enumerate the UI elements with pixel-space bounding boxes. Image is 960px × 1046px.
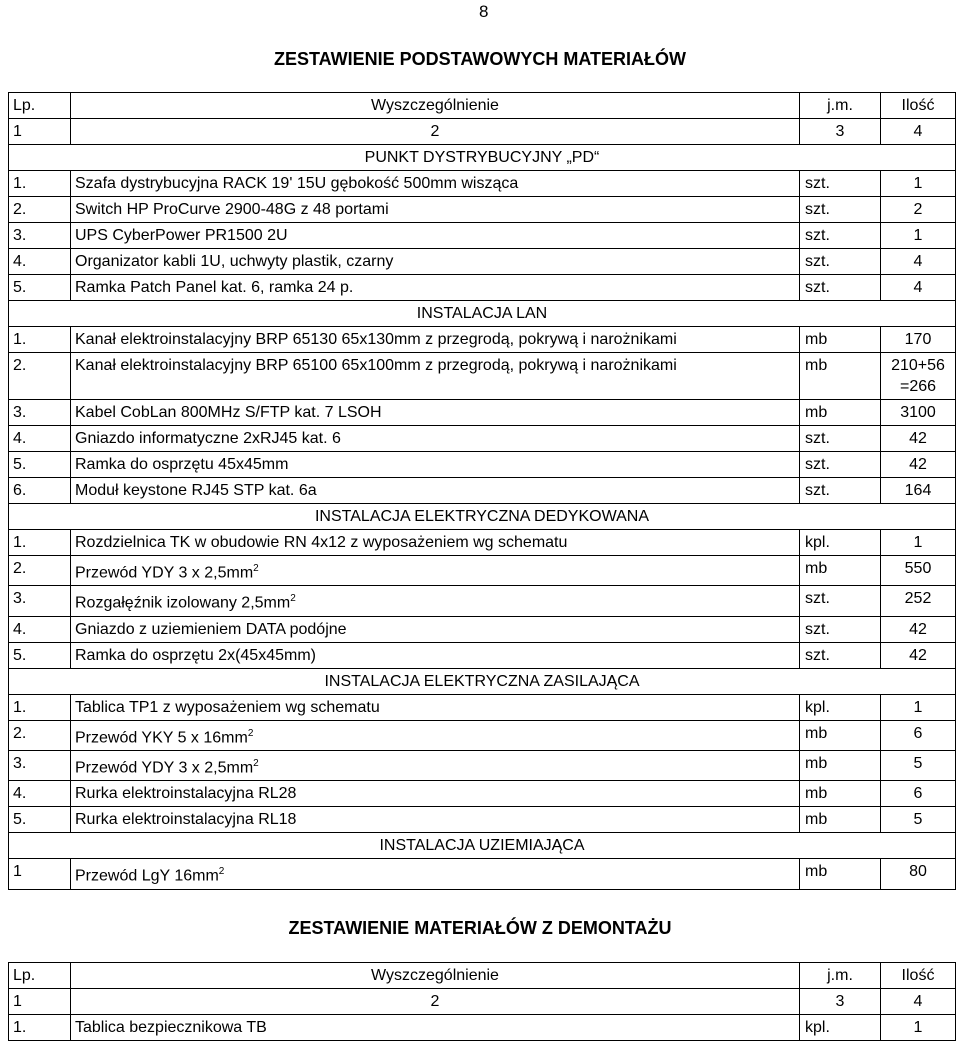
item-description xyxy=(71,642,800,668)
item-description-text: Ramka Patch Panel kat. 6, ramka 24 p. xyxy=(75,279,354,296)
item-description-text: Switch HP ProCurve 2900-48G z 48 portami xyxy=(75,201,389,218)
item-description-text: Ramka do osprzętu 2x(45x45mm) xyxy=(75,646,316,664)
item-description-text: Przewód YDY 3 x 2,5mm xyxy=(75,564,254,582)
item-quantity: 4 xyxy=(881,249,956,275)
item-number: 1 xyxy=(9,859,71,889)
item-unit: szt. xyxy=(800,249,881,275)
header-lp: Lp. xyxy=(9,963,71,989)
item-quantity: 170 xyxy=(881,327,956,353)
item-description-text: Tablica bezpiecznikowa TB xyxy=(75,1019,267,1036)
item-description-text: Rurka elektroinstalacyjna RL28 xyxy=(75,785,297,803)
superscript-exponent: 2 xyxy=(253,563,259,574)
item-unit: szt. xyxy=(800,452,881,478)
item-quantity: 1 xyxy=(881,694,956,720)
table-row xyxy=(9,223,956,249)
item-quantity: 6 xyxy=(881,781,956,807)
item-unit: szt. xyxy=(800,223,881,249)
table-row xyxy=(9,530,956,556)
table-row xyxy=(9,642,956,668)
table-row xyxy=(9,556,956,586)
superscript-exponent: 2 xyxy=(218,866,225,878)
item-quantity: 42 xyxy=(881,616,956,642)
item-description xyxy=(71,249,800,275)
header-description: Wyszczególnienie xyxy=(71,93,800,119)
section-row xyxy=(9,301,956,327)
column-number-row xyxy=(9,989,956,1015)
item-description-text: Rozgałęźnik izolowany 2,5mm xyxy=(75,594,291,612)
item-number: 4. xyxy=(9,249,71,275)
item-description-text: Szafa dystrybucyjna RACK 19' 15U gębokość 500mm wisząca xyxy=(75,175,519,192)
item-quantity: 4 xyxy=(881,275,956,301)
item-unit: szt. xyxy=(800,642,881,668)
item-number: 2. xyxy=(9,353,71,400)
item-description xyxy=(71,750,800,780)
column-number: 4 xyxy=(881,119,956,145)
item-description xyxy=(71,1015,800,1041)
table-row xyxy=(9,275,956,301)
item-description-text: Przewód YKY 5 x 16mm xyxy=(75,728,248,746)
item-description xyxy=(71,859,800,889)
section-title: INSTALACJA LAN xyxy=(9,301,956,327)
item-number: 1. xyxy=(9,1015,71,1041)
table-row xyxy=(9,694,956,720)
item-description-text: Gniazdo informatyczne 2xRJ45 kat. 6 xyxy=(75,430,341,447)
item-description-text: Kanał elektroinstalacyjny BRP 65100 65x100mm z przegrodą, pokrywą i narożnikami xyxy=(75,357,677,374)
table-row xyxy=(9,859,956,889)
item-description xyxy=(71,807,800,833)
item-number: 2. xyxy=(9,556,71,586)
item-number: 5. xyxy=(9,807,71,833)
column-number: 1 xyxy=(9,989,71,1015)
item-number: 2. xyxy=(9,197,71,223)
item-quantity: 5 xyxy=(881,807,956,833)
item-unit: szt. xyxy=(800,171,881,197)
item-unit: mb xyxy=(800,400,881,426)
header-quantity: Ilość xyxy=(881,963,956,989)
item-description xyxy=(71,720,800,750)
table-row xyxy=(9,400,956,426)
header-row xyxy=(9,93,956,119)
table-row xyxy=(9,452,956,478)
item-quantity: 550 xyxy=(881,556,956,586)
item-number: 5. xyxy=(9,452,71,478)
item-description xyxy=(71,275,800,301)
item-quantity: 1 xyxy=(881,530,956,556)
item-quantity: 5 xyxy=(881,750,956,780)
item-quantity: 1 xyxy=(881,1015,956,1041)
item-description xyxy=(71,586,800,616)
item-number: 1. xyxy=(9,327,71,353)
header-quantity: Ilość xyxy=(881,93,956,119)
item-description-text: Gniazdo z uziemieniem DATA podójne xyxy=(75,620,347,638)
section-row xyxy=(9,668,956,694)
item-description xyxy=(71,327,800,353)
item-number: 4. xyxy=(9,616,71,642)
section-title: PUNKT DYSTRYBUCYJNY „PD“ xyxy=(9,145,956,171)
item-number: 3. xyxy=(9,586,71,616)
item-quantity: 6 xyxy=(881,720,956,750)
item-number: 1. xyxy=(9,530,71,556)
item-quantity: 3100 xyxy=(881,400,956,426)
item-description xyxy=(71,426,800,452)
header-row xyxy=(9,963,956,989)
table-row xyxy=(9,586,956,616)
column-number-row xyxy=(9,119,956,145)
item-unit: mb xyxy=(800,750,881,780)
item-unit: mb xyxy=(800,859,881,889)
item-unit: mb xyxy=(800,327,881,353)
header-lp: Lp. xyxy=(9,93,71,119)
item-number: 6. xyxy=(9,478,71,504)
table-row xyxy=(9,616,956,642)
item-quantity: 1 xyxy=(881,223,956,249)
superscript-exponent: 2 xyxy=(247,727,254,739)
item-number: 5. xyxy=(9,275,71,301)
table-row xyxy=(9,249,956,275)
page-number: 8 xyxy=(479,2,489,21)
item-quantity: 2 xyxy=(881,197,956,223)
table-row xyxy=(9,171,956,197)
item-unit: szt. xyxy=(800,197,881,223)
item-number: 2. xyxy=(9,720,71,750)
table-row xyxy=(9,353,956,400)
item-description-text: Przewód LgY 16mm xyxy=(75,867,219,885)
item-description xyxy=(71,616,800,642)
table-row xyxy=(9,426,956,452)
heading-demolition-materials: ZESTAWIENIE MATERIAŁÓW Z DEMONTAŻU xyxy=(288,918,672,938)
column-number: 4 xyxy=(881,989,956,1015)
item-unit: kpl. xyxy=(800,1015,881,1041)
item-number: 5. xyxy=(9,642,71,668)
demolition-materials-table xyxy=(8,962,956,1041)
item-description xyxy=(71,694,800,720)
item-description xyxy=(71,223,800,249)
header-description: Wyszczególnienie xyxy=(71,963,800,989)
item-description-text: Ramka do osprzętu 45x45mm xyxy=(75,456,289,473)
item-unit: szt. xyxy=(800,426,881,452)
section-row xyxy=(9,833,956,859)
basic-materials-table xyxy=(8,92,956,890)
item-description xyxy=(71,478,800,504)
item-number: 3. xyxy=(9,400,71,426)
item-description xyxy=(71,171,800,197)
section-row xyxy=(9,145,956,171)
item-description-text: Kanał elektroinstalacyjny BRP 65130 65x130mm z przegrodą, pokrywą i narożnikami xyxy=(75,331,677,348)
item-description-text: Kabel CobLan 800MHz S/FTP kat. 7 LSOH xyxy=(75,404,382,421)
item-unit: szt. xyxy=(800,478,881,504)
item-number: 4. xyxy=(9,781,71,807)
table-row xyxy=(9,197,956,223)
item-description xyxy=(71,197,800,223)
item-description-text: Rozdzielnica TK w obudowie RN 4x12 z wyposażeniem wg schematu xyxy=(75,534,568,551)
item-quantity: 1 xyxy=(881,171,956,197)
item-description xyxy=(71,781,800,807)
column-number: 2 xyxy=(71,119,800,145)
item-number: 3. xyxy=(9,223,71,249)
item-quantity: 42 xyxy=(881,426,956,452)
column-number: 3 xyxy=(800,119,881,145)
item-description xyxy=(71,452,800,478)
column-number: 1 xyxy=(9,119,71,145)
item-description xyxy=(71,530,800,556)
item-description-text: Organizator kabli 1U, uchwyty plastik, czarny xyxy=(75,253,394,270)
item-number: 1. xyxy=(9,694,71,720)
item-number: 3. xyxy=(9,750,71,780)
table-row xyxy=(9,750,956,780)
table-row xyxy=(9,781,956,807)
item-quantity: 252 xyxy=(881,586,956,616)
item-unit: szt. xyxy=(800,275,881,301)
item-quantity: 210+56 =266 xyxy=(881,353,956,400)
item-quantity: 42 xyxy=(881,642,956,668)
heading-basic-materials: ZESTAWIENIE PODSTAWOWYCH MATERIAŁÓW xyxy=(274,49,686,69)
item-description xyxy=(71,400,800,426)
item-unit: kpl. xyxy=(800,694,881,720)
item-description-text: Przewód YDY 3 x 2,5mm xyxy=(75,759,254,777)
item-unit: mb xyxy=(800,781,881,807)
section-title: INSTALACJA UZIEMIAJĄCA xyxy=(9,833,956,859)
item-description-text: Moduł keystone RJ45 STP kat. 6a xyxy=(75,482,317,499)
section-row xyxy=(9,504,956,530)
item-unit: mb xyxy=(800,807,881,833)
item-unit: szt. xyxy=(800,586,881,616)
table-row xyxy=(9,478,956,504)
section-title: INSTALACJA ELEKTRYCZNA DEDYKOWANA xyxy=(9,504,956,530)
item-unit: szt. xyxy=(800,616,881,642)
item-description-text: Tablica TP1 z wyposażeniem wg schematu xyxy=(75,698,380,716)
item-unit: kpl. xyxy=(800,530,881,556)
header-unit: j.m. xyxy=(800,93,881,119)
table-row xyxy=(9,720,956,750)
item-unit: mb xyxy=(800,353,881,400)
item-description xyxy=(71,353,800,400)
item-number: 1. xyxy=(9,171,71,197)
table-row xyxy=(9,807,956,833)
item-quantity: 80 xyxy=(881,859,956,889)
item-description-text: Rurka elektroinstalacyjna RL18 xyxy=(75,811,297,829)
superscript-exponent: 2 xyxy=(253,757,259,769)
table-row xyxy=(9,327,956,353)
item-quantity: 42 xyxy=(881,452,956,478)
table-row xyxy=(9,1015,956,1041)
item-unit: mb xyxy=(800,720,881,750)
item-unit: mb xyxy=(800,556,881,586)
item-description xyxy=(71,556,800,586)
column-number: 3 xyxy=(800,989,881,1015)
item-number: 4. xyxy=(9,426,71,452)
header-unit: j.m. xyxy=(800,963,881,989)
item-quantity: 164 xyxy=(881,478,956,504)
superscript-exponent: 2 xyxy=(290,593,296,605)
column-number: 2 xyxy=(71,989,800,1015)
section-title: INSTALACJA ELEKTRYCZNA ZASILAJĄCA xyxy=(9,668,956,694)
item-description-text: UPS CyberPower PR1500 2U xyxy=(75,227,288,244)
